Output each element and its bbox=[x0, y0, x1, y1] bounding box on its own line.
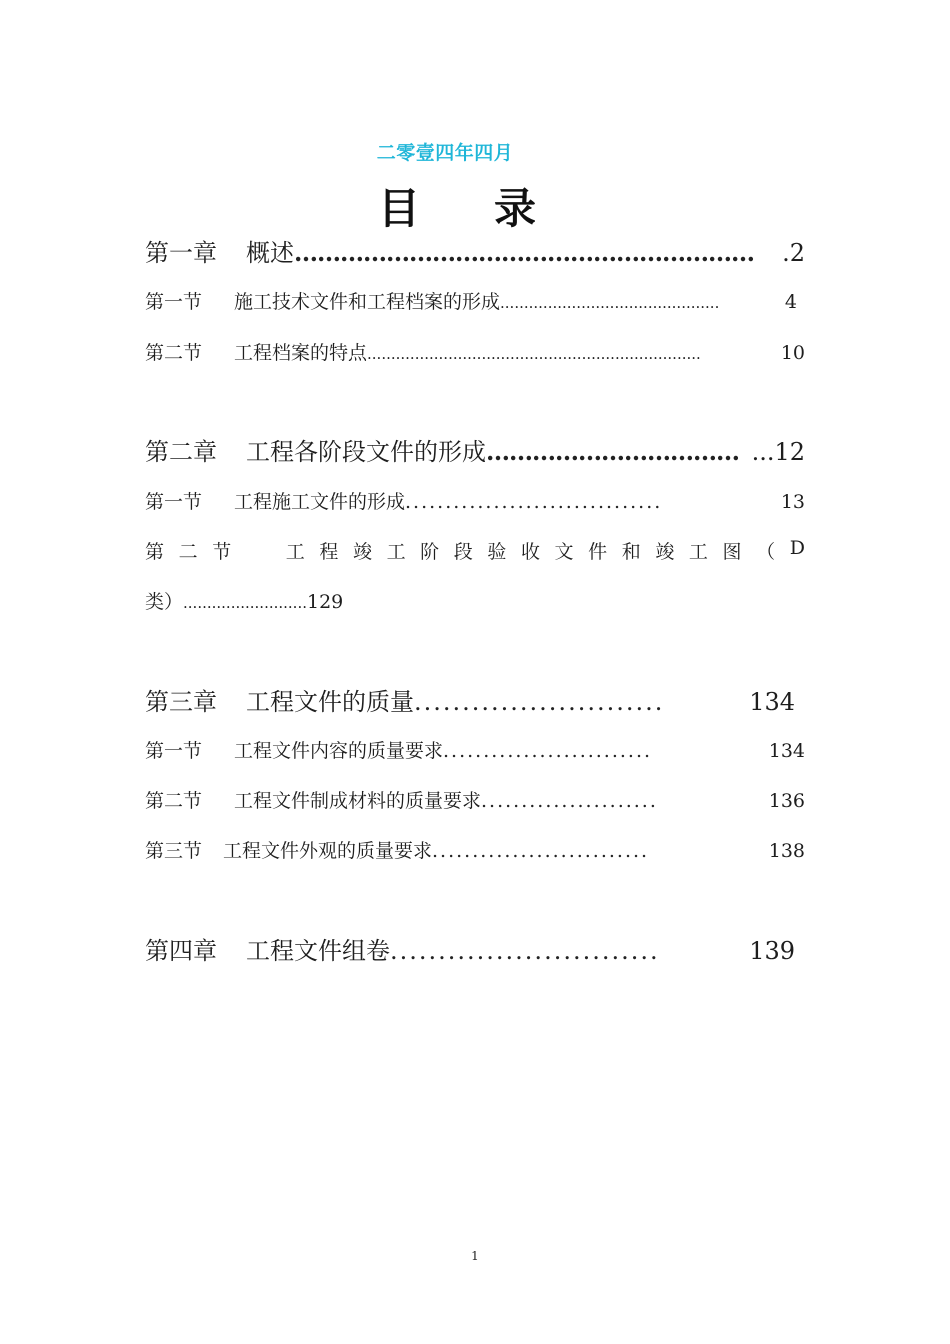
toc-spread-char: 竣 bbox=[655, 541, 675, 563]
toc-spread-char: 件 bbox=[588, 541, 608, 563]
toc-entry-number: 第二节 bbox=[145, 342, 203, 364]
toc-title-char: 录 bbox=[494, 184, 537, 233]
toc-entry-title: 工程施工文件的形成 bbox=[234, 491, 406, 513]
toc-leader-dots: ...................................................................... bbox=[367, 345, 701, 363]
toc-spread-char: 和 bbox=[621, 541, 641, 563]
toc-entry-page: 138 bbox=[768, 840, 805, 862]
toc-leader-dots: …………………………… bbox=[486, 437, 739, 466]
toc-entry-number: 第二节 bbox=[145, 790, 203, 812]
toc-entry-page: 136 bbox=[768, 790, 805, 812]
toc-entry-section-3-1[interactable] bbox=[145, 736, 805, 763]
toc-entry-page: 4 bbox=[784, 291, 797, 313]
toc-entry-title: 工程各阶段文件的形成 bbox=[246, 438, 486, 466]
toc-leader-dots: …………………………………………………… bbox=[294, 238, 754, 267]
toc-entry-page: 134 bbox=[768, 740, 805, 762]
toc-spread-char: 收 bbox=[520, 541, 540, 563]
toc-entry-title: 工程文件内容的质量要求 bbox=[234, 740, 444, 762]
document-date: 二零壹四年四月 bbox=[376, 142, 514, 164]
toc-entry-chapter-3[interactable] bbox=[145, 682, 795, 717]
toc-leader-dots: .......................... bbox=[443, 740, 653, 762]
toc-spread-char: 工 bbox=[688, 541, 708, 563]
toc-entry-page: .2 bbox=[782, 239, 805, 267]
toc-leader-dots: ............................ bbox=[390, 937, 660, 965]
toc-leader-dots: ...................... bbox=[481, 790, 658, 812]
toc-spread-char: 节 bbox=[212, 541, 232, 563]
toc-entry-number: 第一章 bbox=[145, 239, 217, 267]
toc-entry-chapter-2[interactable] bbox=[145, 432, 805, 467]
toc-leader-dots: ........................... bbox=[432, 840, 650, 862]
toc-entry-number: 第四章 bbox=[145, 937, 217, 965]
toc-title-char: 目 bbox=[378, 184, 421, 233]
toc-entry-page: 10 bbox=[780, 342, 805, 364]
toc-entry-chapter-4[interactable] bbox=[145, 931, 795, 966]
toc-entry-section-1-1[interactable] bbox=[145, 287, 797, 314]
toc-spread-char: 二 bbox=[178, 541, 198, 563]
toc-entry-chapter-1[interactable] bbox=[145, 233, 805, 268]
toc-entry-title: 施工技术文件和工程档案的形成 bbox=[234, 291, 501, 313]
toc-entry-section-3-3[interactable] bbox=[145, 836, 805, 863]
toc-spread-char: 程 bbox=[319, 541, 339, 563]
toc-entry-section-1-2[interactable] bbox=[145, 338, 805, 365]
toc-entry-page: 129 bbox=[307, 591, 344, 613]
toc-entry-section-2-1[interactable] bbox=[145, 487, 805, 514]
toc-entry-title: 类） bbox=[145, 591, 184, 613]
toc-entry-section-3-2[interactable] bbox=[145, 786, 805, 813]
toc-leader-dots: .......................... bbox=[183, 594, 307, 612]
toc-entry-title: 工程文件制成材料的质量要求 bbox=[234, 790, 482, 812]
toc-entry-title: 工程文件组卷 bbox=[246, 937, 390, 965]
toc-entry-section-2-2[interactable] bbox=[145, 537, 805, 564]
toc-spread-char: 工 bbox=[386, 541, 406, 563]
toc-entry-title: 工程文件外观的质量要求 bbox=[223, 840, 433, 862]
toc-spread-char: 第 bbox=[145, 541, 165, 563]
toc-spread-char: 文 bbox=[554, 541, 574, 563]
toc-entry-page: 134 bbox=[749, 688, 795, 716]
toc-spread-char: 工 bbox=[285, 541, 305, 563]
toc-title bbox=[378, 176, 536, 236]
toc-entry-number: 第三节 bbox=[145, 840, 203, 862]
toc-entry-title: 工程档案的特点 bbox=[234, 342, 368, 364]
toc-entry-continuation[interactable] bbox=[145, 587, 343, 614]
toc-entry-title: 工程文件的质量 bbox=[246, 688, 414, 716]
toc-leader-dots: ................................ bbox=[405, 491, 663, 513]
toc-entry-page: 139 bbox=[749, 937, 795, 965]
toc-leader-dots: .............................................. bbox=[500, 294, 720, 312]
toc-entry-page: ...12 bbox=[751, 438, 805, 466]
toc-spread-char: （ bbox=[756, 541, 776, 563]
toc-spread-char: 段 bbox=[453, 541, 473, 563]
toc-spread-char: 验 bbox=[487, 541, 507, 563]
toc-leader-dots: .......................... bbox=[414, 688, 665, 716]
toc-entry-number: 第三章 bbox=[145, 688, 217, 716]
page-number: 1 bbox=[471, 1249, 479, 1263]
toc-entry-number: 第一节 bbox=[145, 491, 203, 513]
toc-entry-page: 13 bbox=[780, 491, 805, 513]
toc-spread-char: 图 bbox=[722, 541, 742, 563]
toc-entry-title: 概述 bbox=[246, 239, 294, 267]
toc-entry-number: 第一节 bbox=[145, 740, 203, 762]
toc-spread-char: 阶 bbox=[420, 541, 440, 563]
toc-spread-char: D bbox=[789, 537, 805, 559]
toc-entry-number: 第一节 bbox=[145, 291, 203, 313]
toc-entry-number: 第二章 bbox=[145, 438, 217, 466]
toc-spread-char: 竣 bbox=[352, 541, 372, 563]
